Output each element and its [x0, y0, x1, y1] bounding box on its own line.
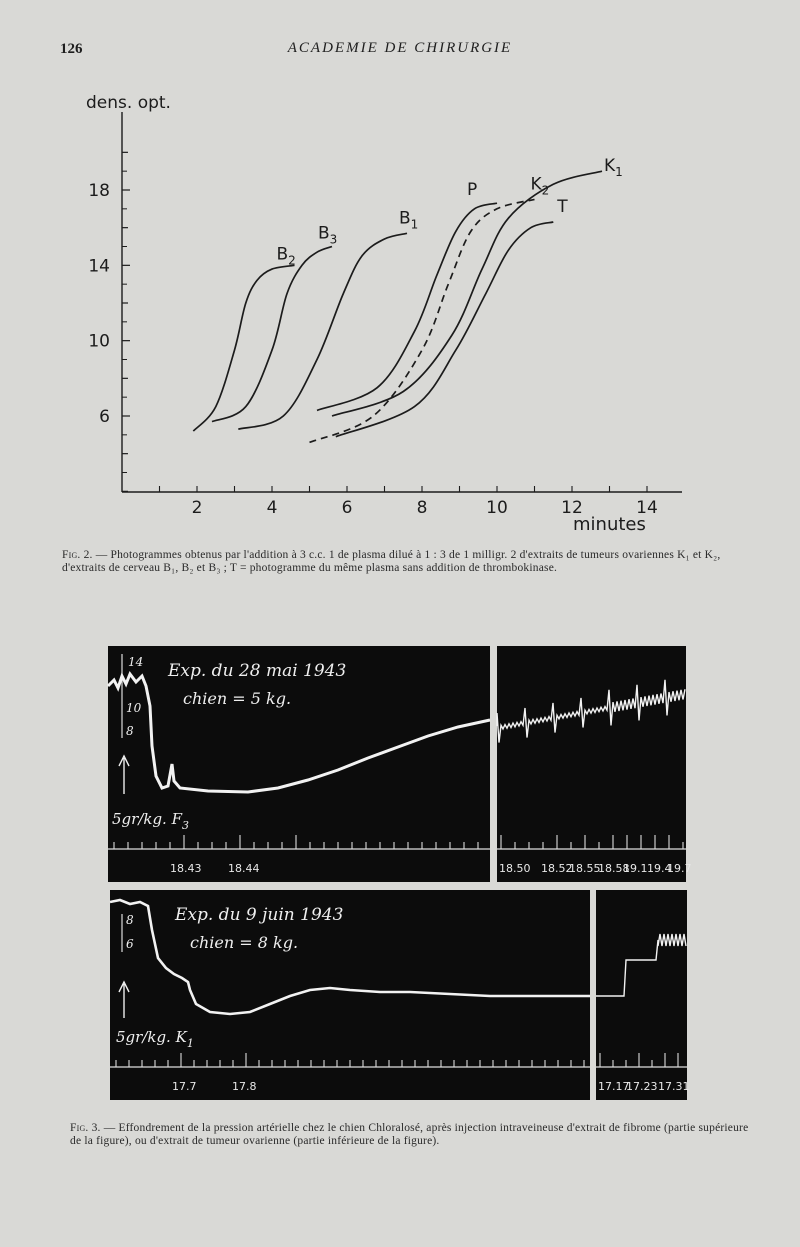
bottom-panel-title-2: chien = 8 kg. — [190, 933, 299, 952]
figure-2-chart — [0, 0, 800, 545]
series-k2 — [310, 199, 535, 442]
top-panel-scale-14: 14 — [128, 655, 144, 669]
figure-2-caption-text: — Photogrammes obtenus par l'addition à 3 c.c. 1 de plasma dilué à 1 : 3 de 1 milligr. 2 d'extraits de tumeurs ovariennes K₁ et K₂, d'extraits de cerveau B₁, B₂ et B₃ ; T = photogramme du même plasma sans addition de thrombokinase. — [62, 549, 721, 574]
bottom-panel-scale-8: 8 — [126, 913, 134, 927]
y-tick-label: 18 — [88, 181, 110, 201]
chart-series-group — [193, 171, 602, 442]
figure-2-caption — [62, 549, 752, 575]
bottom-right-time-label: 17.17 — [598, 1080, 630, 1093]
top-panel-title-2: chien = 5 kg. — [183, 689, 292, 708]
figure-3-caption — [70, 1122, 750, 1148]
figure-3-caption-text: — Effondrement de la pression artérielle chez le chien Chloralosé, après injection intraveineuse d'extrait de fibrome (partie supérieure de la figure), ou d'extrait de tumeur ovarienne (partie inférieure de la figure). — [70, 1122, 749, 1147]
chart-axes — [86, 93, 682, 535]
page-number: 126 — [60, 41, 83, 57]
figure-2-caption-label: Fig. 2. — [62, 549, 93, 561]
top-right-time-label: 19.4 — [647, 862, 672, 875]
curve-label-k2: $K_2$ — [530, 174, 550, 198]
bottom-panel-time-178: 17.8 — [232, 1080, 257, 1093]
bottom-panel-time-177: 17.7 — [172, 1080, 197, 1093]
bottom-right-step-trace — [596, 934, 686, 996]
bottom-right-ticks — [600, 1053, 678, 1067]
top-right-oscillation-trace — [497, 680, 685, 743]
top-right-time-label: 19.7 — [667, 862, 692, 875]
top-right-time-label: 18.58 — [598, 862, 630, 875]
y-tick-label: 14 — [88, 256, 110, 277]
x-tick-label: 12 — [561, 498, 583, 518]
top-right-time-label: 18.52 — [541, 862, 573, 875]
curve-label-b3: $B_3$ — [318, 223, 338, 247]
series-b1 — [238, 233, 407, 429]
top-panel-injection-arrow — [119, 756, 129, 794]
figure-3-top-left-panel — [108, 646, 490, 882]
bottom-right-time-label: 17.23 — [626, 1080, 658, 1093]
bottom-panel-ticks — [116, 1053, 584, 1067]
top-panel-injection-label: 5gr/kg. $F_3$ — [112, 810, 190, 832]
x-tick-label: 2 — [191, 498, 203, 518]
top-panel-ticks — [114, 835, 478, 849]
curve-label-p: P — [467, 180, 478, 201]
top-panel-time-1843: 18.43 — [170, 862, 202, 875]
top-panel-title-1: Exp. du 28 mai 1943 — [168, 661, 347, 681]
x-tick-label: 10 — [486, 498, 508, 518]
curve-label-k1: $K_1$ — [604, 156, 623, 180]
bottom-panel-injection-label: 5gr/kg. $K_1$ — [116, 1028, 194, 1050]
top-panel-scale-8: 8 — [126, 724, 134, 738]
top-right-time-label: 18.55 — [569, 862, 601, 875]
x-tick-label: 8 — [416, 498, 428, 518]
x-axis-label: minutes — [573, 514, 646, 535]
x-tick-label: 6 — [341, 498, 353, 518]
x-tick-label: 14 — [636, 498, 658, 518]
bottom-right-time-label: 17.31 — [658, 1080, 690, 1093]
bottom-panel-injection-arrow — [119, 982, 129, 1018]
x-tick-label: 4 — [266, 498, 278, 518]
y-axis-label: dens. opt. — [86, 93, 171, 113]
figure-3-top-right-panel — [497, 646, 692, 882]
top-panel-time-1844: 18.44 — [228, 862, 260, 875]
bottom-panel-scale-6: 6 — [126, 937, 134, 951]
top-right-time-labels — [499, 862, 692, 875]
series-b2 — [193, 265, 294, 431]
curve-label-b2: $B_2$ — [276, 244, 296, 268]
figure-3-bottom-left-panel — [110, 890, 590, 1100]
y-tick-label: 10 — [88, 331, 110, 352]
chart-curve-labels — [277, 156, 623, 267]
top-right-ticks — [501, 835, 683, 849]
top-right-time-label: 18.50 — [499, 862, 531, 875]
bottom-right-time-labels — [598, 1080, 690, 1093]
figure-3-bottom-right-panel — [596, 890, 690, 1100]
series-b3 — [212, 247, 332, 422]
figure-3-caption-label: Fig. 3. — [70, 1122, 101, 1134]
running-head: ACADEMIE DE CHIRURGIE — [287, 40, 513, 56]
top-right-time-label: 19.1 — [623, 862, 648, 875]
curve-label-t: T — [557, 197, 568, 218]
top-panel-trace — [108, 674, 490, 792]
curve-label-b1: $B_1$ — [399, 208, 419, 232]
top-panel-scale-10: 10 — [126, 701, 142, 715]
bottom-panel-title-1: Exp. du 9 juin 1943 — [175, 905, 344, 925]
y-tick-label: 6 — [99, 407, 110, 427]
